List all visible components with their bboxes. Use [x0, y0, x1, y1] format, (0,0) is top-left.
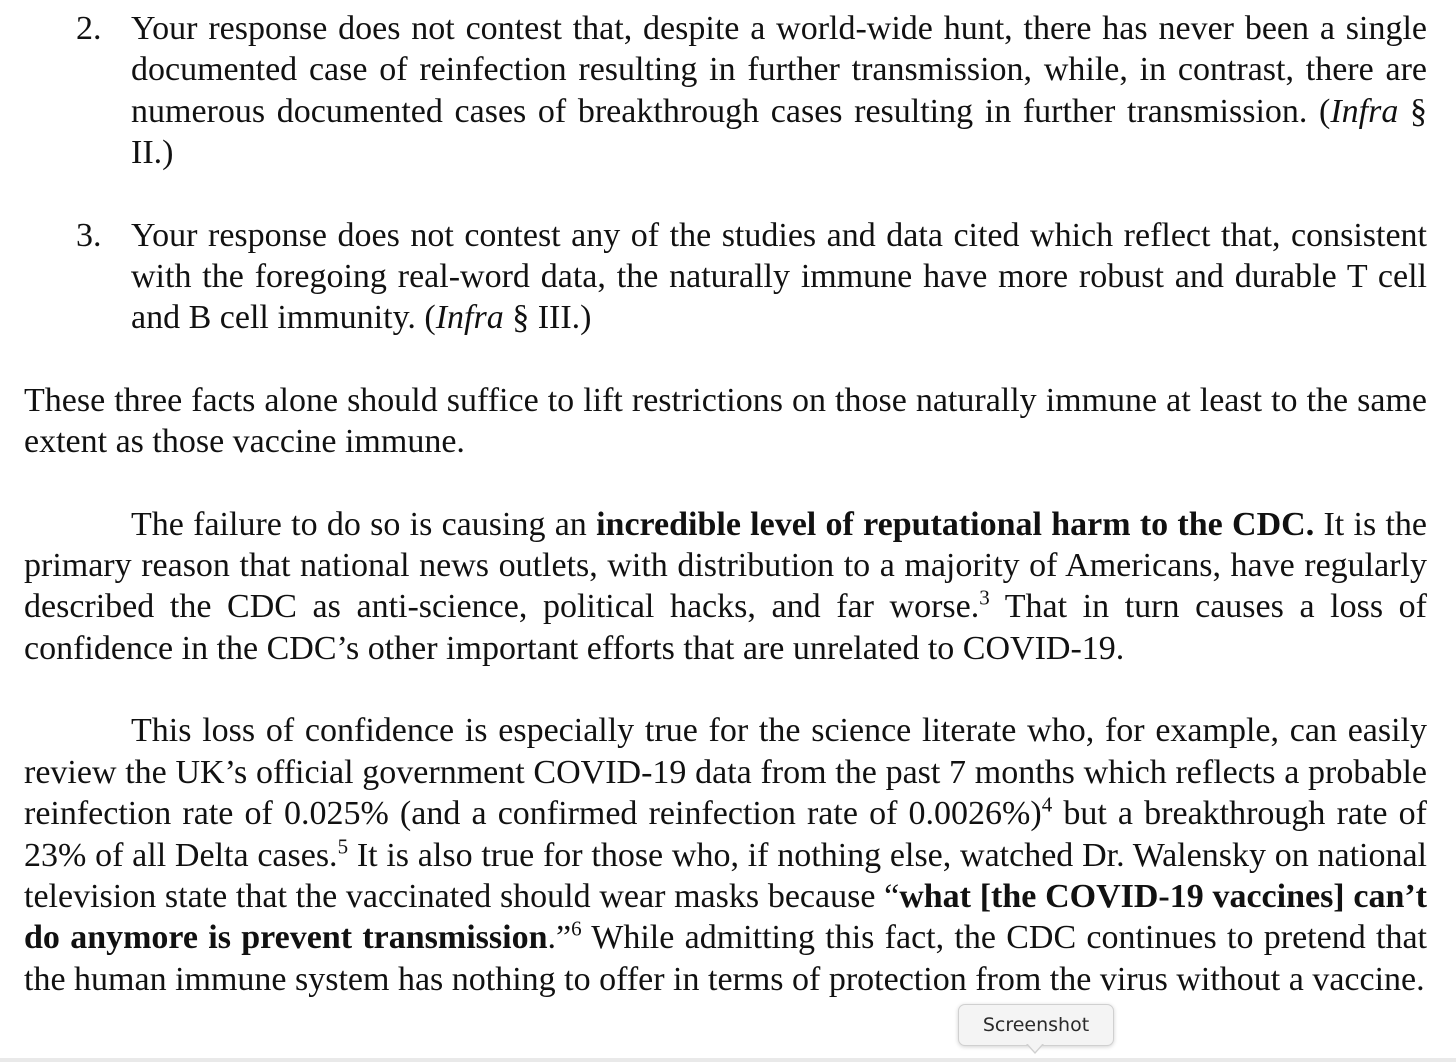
- footnote-ref-4[interactable]: 4: [1041, 792, 1053, 817]
- paragraph-text: It is also true for those who, if nothing else, watched Dr. Walensky on national television state that the vaccinated should wear masks because “: [24, 836, 1428, 915]
- citation-infra: Infra: [1330, 92, 1399, 130]
- paragraph-text: That in turn causes a loss of confidence in the CDC’s other important efforts that are unrelated to COVID-19.: [24, 588, 1427, 667]
- paragraph-text: It is the primary reason that national news outlets, with distribution to a majority of Americans, have regularly described the CDC as anti-science, political hacks, and far worse.: [24, 505, 1428, 626]
- tooltip-label: Screenshot: [982, 1014, 1090, 1036]
- bold-quote: what [the COVID-19 vaccines] can’t do anymore is prevent transmission: [24, 877, 1427, 957]
- list-number: 2.: [76, 10, 102, 47]
- failure-paragraph: [24, 504, 1427, 670]
- footnote-ref-6[interactable]: 6: [571, 916, 582, 941]
- list-item-section-ref: § II.): [131, 92, 1427, 172]
- window-bottom-edge: [0, 1058, 1456, 1062]
- paragraph-text: While admitting this fact, the CDC continues to pretend that the human immune system has nothing to offer in terms of protection from the virus without a vaccine.: [24, 919, 1427, 998]
- screenshot-tooltip: [958, 1004, 1114, 1046]
- paragraph-text: This loss of confidence is especially true for the science literate who, for example, can easily review the UK’s official government COVID-19 data from the past 7 months which reflects a probable reinfection rate of 0.025% (and a confirmed reinfection rate of 0.0026%): [24, 712, 1427, 833]
- paragraph-text: .”: [547, 919, 572, 957]
- list-item-3: [24, 215, 1427, 339]
- paragraph-text: The failure to do so is causing an: [131, 505, 597, 543]
- bold-emphasis: incredible level of reputational harm to the CDC.: [596, 505, 1315, 543]
- list-item-text: Your response does not contest any of the studies and data cited which reflect that, consistent with the foregoing real-word data, the naturally immune have more robust and durable T cell and B cell immunity. (: [131, 216, 1427, 337]
- paragraph-text: but a breakthrough rate of 23% of all Delta cases.: [24, 795, 1427, 874]
- footnote-ref-5[interactable]: 5: [337, 834, 349, 859]
- list-number: 3.: [76, 216, 102, 254]
- citation-infra: Infra: [435, 299, 504, 337]
- loss-of-confidence-paragraph: [24, 710, 1427, 1000]
- list-item-section-ref: § III.): [503, 299, 592, 337]
- footnote-ref-3[interactable]: 3: [979, 586, 990, 611]
- document-page: [24, 8, 1427, 1041]
- tooltip-pointer-fill: [1027, 1043, 1043, 1052]
- list-item-text: Your response does not contest that, despite a world-wide hunt, there has never been a single documented case of reinfection resulting in further transmission, while, in contrast, there are numerous documented cases of breakthrough cases resulting in further transmission. (: [131, 10, 1427, 130]
- list-item-2: [24, 8, 1427, 174]
- summary-paragraph: These three facts alone should suffice to lift restrictions on those naturally immune at least to the same extent as those vaccine immune.: [24, 381, 1427, 461]
